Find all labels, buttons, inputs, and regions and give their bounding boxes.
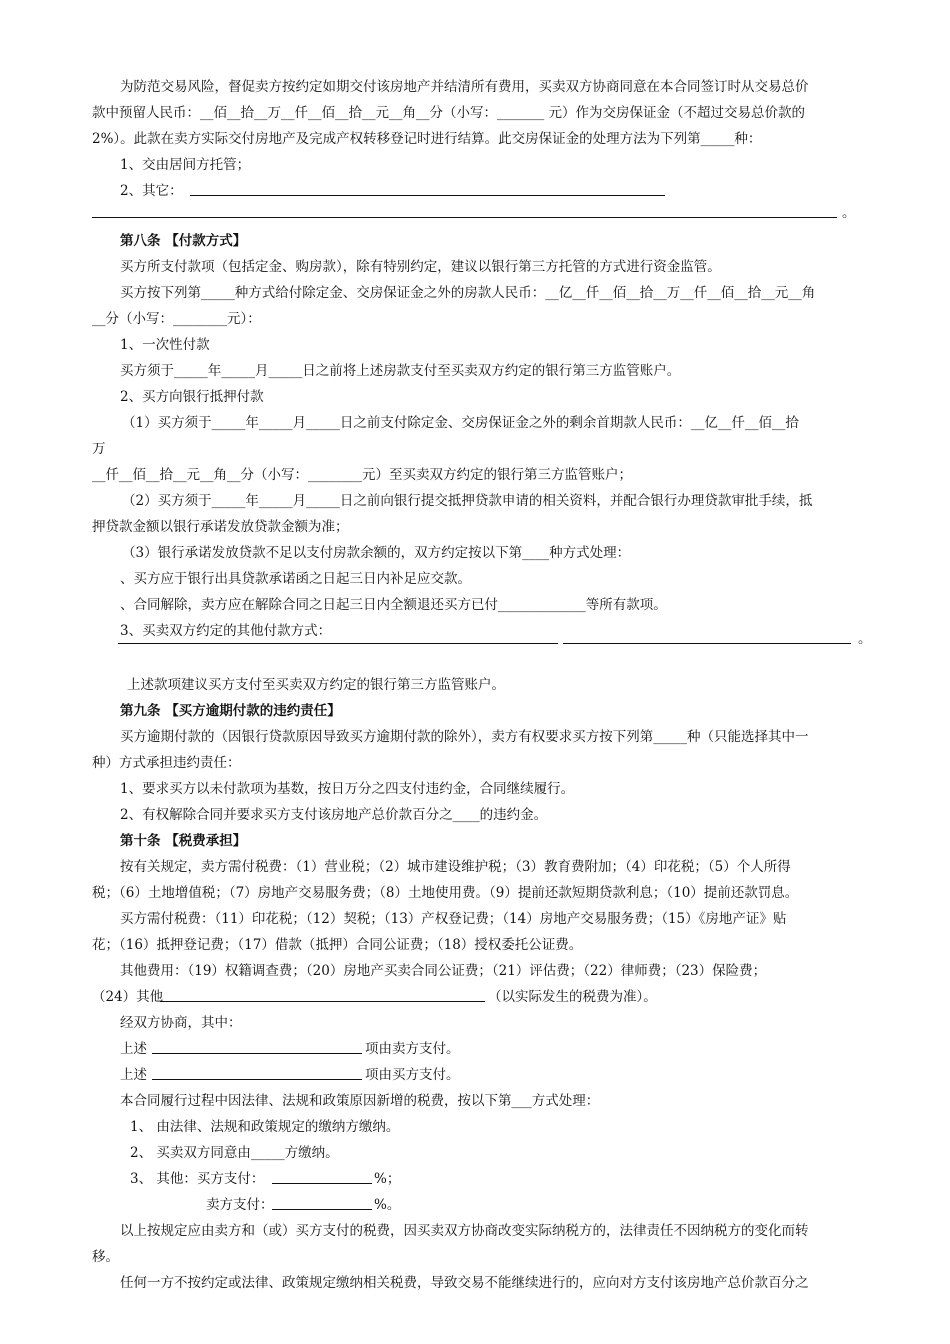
blank-underline — [152, 1079, 362, 1080]
paragraph-line: 项由买方支付。 — [365, 1067, 460, 1083]
paragraph-line: __分（小写：________元）： — [92, 311, 261, 327]
paragraph-line: 卖方支付： — [206, 1197, 274, 1213]
list-item: 1、 由法律、法规和政策规定的缴纳方缴纳。 — [130, 1119, 400, 1135]
paragraph-line: 买方按下列第_____种方式给付除定金、交房保证金之外的房款人民币：__亿__仟__佰__拾__万__仟__佰__拾__元__角 — [120, 285, 816, 301]
paragraph-line: 、买方应于银行出具贷款承诺函之日起三日内补足应交款。 — [120, 571, 471, 587]
blank-underline — [160, 1001, 485, 1002]
article-heading: 第九条 【买方逾期付款的违约责任】 — [120, 703, 341, 719]
paragraph-line: 上述 — [120, 1067, 147, 1083]
paragraph-line: 押贷款金额以银行承诺发放贷款金额为准； — [92, 519, 349, 535]
paragraph-line: 任何一方不按约定或法律、政策规定缴纳相关税费，导致交易不能继续进行的，应向对方支付该房地产总价款百分之 — [120, 1275, 809, 1291]
paragraph-line: 经双方协商，其中： — [120, 1015, 242, 1031]
paragraph-line: 买方所支付款项（包括定金、购房款），除有特别约定，建议以银行第三方托管的方式进行资金监管。 — [120, 259, 721, 275]
list-item: 2、买方向银行抵押付款 — [120, 389, 264, 405]
list-item: 1、一次性付款 — [120, 337, 210, 353]
paragraph-line: 税；（6）土地增值税；（7）房地产交易服务费；（8）土地使用费。（9）提前还款短期贷款利息；（10）提前还款罚息。 — [92, 885, 799, 901]
list-item: 2、其它： — [120, 183, 183, 199]
paragraph-line: 移。 — [92, 1249, 119, 1265]
paragraph-line: 买方须于_____年_____月_____日之前将上述房款支付至买卖双方约定的银行第三方监管账户。 — [120, 363, 681, 379]
paragraph-line: 花；（16）抵押登记费；（17）借款（抵押）合同公证费；（18）授权委托公证费。 — [92, 937, 583, 953]
list-item: 2、有权解除合同并要求买方支付该房地产总价款百分之____的违约金。 — [120, 807, 548, 823]
list-item: 3、买卖双方约定的其他付款方式： — [120, 623, 332, 639]
blank-underline — [152, 1053, 362, 1054]
list-item: 2、 买卖双方同意由_____方缴纳。 — [130, 1145, 339, 1161]
list-item: 1、交由居间方托管； — [120, 157, 251, 173]
paragraph-line: 按有关规定，卖方需付税费：（1）营业税；（2）城市建设维护税；（3）教育费附加；（4）印花税；（5）个人所得 — [120, 859, 791, 875]
paragraph-line: 其他费用：（19）权籍调查费；（20）房地产买卖合同公证费；（21）评估费；（22）律师费；（23）保险费； — [120, 963, 767, 979]
blank-underline — [272, 1183, 372, 1184]
blank-underline — [190, 195, 665, 196]
paragraph-line: 为防范交易风险，督促卖方按约定如期交付该房地产并结清所有费用，买卖双方协商同意在本合同签订时从交易总价 — [120, 79, 809, 95]
blank-underline — [272, 1209, 372, 1210]
paragraph-line: 项由卖方支付。 — [365, 1041, 460, 1057]
paragraph-line: （3）银行承诺发放贷款不足以支付房款余额的，双方约定按以下第____种方式处理： — [122, 545, 631, 561]
blank-underline — [92, 217, 837, 218]
paragraph-line: 买方需付税费：（11）印花税；（12）契税；（13）产权登记费；（14）房地产交易服务费；（15）《房地产证》贴 — [120, 911, 787, 927]
list-item: 3、 其他：买方支付： — [130, 1171, 265, 1187]
paragraph-line: 买方逾期付款的（因银行贷款原因导致买方逾期付款的除外），卖方有权要求买方按下列第_____种（只能选择其中一 — [120, 729, 809, 745]
paragraph-line: 本合同履行过程中因法律、法规和政策原因新增的税费，按以下第___方式处理： — [120, 1093, 600, 1109]
paragraph-line: 以上按规定应由卖方和（或）买方支付的税费，因买卖双方协商改变实际纳税方的，法律责任不因纳税方的变化而转 — [120, 1223, 809, 1239]
period-mark: 。 — [858, 631, 872, 647]
paragraph-line: 上述款项建议买方支付至买卖双方约定的银行第三方监管账户。 — [127, 677, 505, 693]
paragraph-line: 万 — [92, 441, 106, 457]
article-heading: 第十条 【税费承担】 — [120, 833, 247, 849]
paragraph-line: %； — [374, 1171, 401, 1187]
paragraph-line: 2%）。此款在卖方实际交付房地产及完成产权转移登记时进行结算。此交房保证金的处理方法为下列第_____种： — [92, 131, 762, 147]
paragraph-line: __仟__佰__拾__元__角__分（小写：________元）至买卖双方约定的银行第三方监管账户； — [92, 467, 632, 483]
paragraph-line: （1）买方须于_____年_____月_____日之前支付除定金、交房保证金之外的剩余首期款人民币：__亿__仟__佰__拾 — [122, 415, 799, 431]
period-mark: 。 — [842, 205, 856, 221]
paragraph-line: （以实际发生的税费为准）。 — [488, 989, 657, 1005]
paragraph-line: %。 — [374, 1197, 401, 1213]
paragraph-line: 款中预留人民币：__佰__拾__万__仟__佰__拾__元__角__分（小写：_______ 元）作为交房保证金（不超过交易总价款的 — [92, 105, 806, 121]
paragraph-line: （2）买方须于_____年_____月_____日之前向银行提交抵押贷款申请的相关资料，并配合银行办理贷款审批手续，抵 — [122, 493, 813, 509]
article-heading: 第八条 【付款方式】 — [120, 233, 247, 249]
paragraph-line: 、合同解除，卖方应在解除合同之日起三日内全额退还买方已付_____________等所有款项。 — [120, 597, 667, 613]
paragraph-line: （24）其他 — [92, 989, 164, 1005]
blank-underline — [118, 643, 558, 644]
paragraph-line: 种）方式承担违约责任： — [92, 755, 241, 771]
blank-underline — [563, 643, 851, 644]
paragraph-line: 上述 — [120, 1041, 147, 1057]
list-item: 1、要求买方以未付款项为基数，按日万分之四支付违约金，合同继续履行。 — [120, 781, 575, 797]
